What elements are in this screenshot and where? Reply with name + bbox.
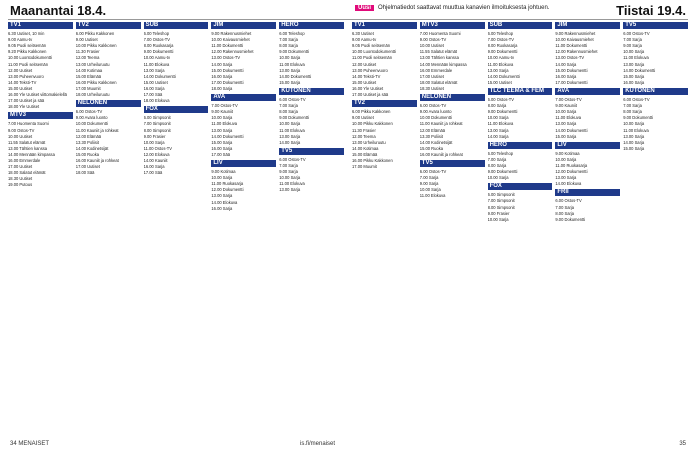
program-entry: 18.30 Uutiset bbox=[8, 176, 33, 182]
program-entry: 7.00 Ostos-TV bbox=[143, 37, 170, 43]
channel-header: TV5 bbox=[420, 160, 485, 167]
program-entry: 16.00 Kauniit ja rohkeat bbox=[419, 151, 463, 157]
program-entry: 13.00 Sarja bbox=[487, 67, 509, 73]
program-entry: 7.00 Sarja bbox=[279, 37, 298, 43]
program-entry: 7.00 Sarja bbox=[279, 162, 298, 168]
program-entry: 6.00 Ostos-TV bbox=[279, 156, 306, 162]
program-entry: 16.00 Emmerdale bbox=[419, 67, 453, 73]
program-entry: 13.00 Puheenvuoro bbox=[352, 67, 388, 73]
program-entry: 16.00 Sarja bbox=[143, 85, 165, 91]
channel-header: HERO bbox=[279, 22, 344, 29]
program-entry: 11.00 Ruokasarja bbox=[211, 181, 244, 187]
program-entry: 8.00 Ruokasarja bbox=[143, 43, 174, 49]
channel-header: LIV bbox=[211, 160, 276, 167]
program-entry: 7.00 Ostos-TV bbox=[555, 97, 582, 103]
program-entry: 12.00 Rakennusmiehet bbox=[211, 49, 254, 55]
header-notice bbox=[355, 5, 549, 11]
listing-column bbox=[8, 22, 73, 432]
program-entry: 10.00 Uutiset bbox=[8, 133, 33, 139]
channel-header: MTV3 bbox=[420, 22, 485, 29]
program-entry: 6.30 Uutiset, 10 min bbox=[8, 31, 45, 37]
program-entry: 10.00 Sarja bbox=[279, 55, 301, 61]
program-entry: 14.00 Kotimaa bbox=[352, 145, 379, 151]
program-entry: 9.00 Uutiset bbox=[352, 115, 374, 121]
program-entry: 10.00 Sarja bbox=[419, 187, 441, 193]
program-entry: 15.00 Uutiset bbox=[143, 79, 168, 85]
program-entry: 13.00 Ostos-TV bbox=[555, 55, 585, 61]
program-entry: 9.00 Kauniit bbox=[211, 109, 234, 115]
listing-column bbox=[623, 22, 688, 432]
program-entry: 8.00 Sarja bbox=[279, 109, 298, 115]
program-entry: 6.00 Teleshop bbox=[487, 31, 514, 37]
program-entry: 9.00 Dokumentti bbox=[143, 49, 174, 55]
channel-header: HERO bbox=[488, 142, 553, 149]
program-entry: 9.00 Dokumentti bbox=[555, 216, 586, 222]
program-entry: 11.00 Elokuva bbox=[143, 61, 170, 67]
program-entry: 8.00 Sarja bbox=[555, 210, 575, 216]
program-entry: 14.00 Dokumentti bbox=[623, 67, 656, 73]
program-entry: 17.00 Uutiset bbox=[8, 164, 33, 170]
program-entry: 6.00 Ostos-TV bbox=[555, 198, 582, 204]
program-entry: 12.00 Teema bbox=[75, 55, 100, 61]
program-entry: 7.00 Huomenta Suomi bbox=[419, 31, 461, 37]
program-entry: 16.00 Emmerdale bbox=[8, 157, 41, 163]
program-entry: 13.00 Sarja bbox=[211, 193, 233, 199]
program-entry: 9.05 Puoli seitsemän bbox=[352, 43, 391, 49]
program-entry: 6.00 Ostos-TV bbox=[623, 31, 650, 37]
channel-header: TV5 bbox=[279, 148, 344, 155]
channel-header: KUTONEN bbox=[623, 88, 688, 95]
channel-header: JIM bbox=[555, 22, 620, 29]
program-entry: 15.00 Sarja bbox=[211, 139, 233, 145]
page-title-right: Tiistai 19.4. bbox=[616, 3, 686, 18]
program-entry: 15.00 Uutiset bbox=[487, 79, 512, 85]
program-entry: 9.00 Dokumentti bbox=[279, 115, 309, 121]
program-entry: 14.00 Mennään kimpassa bbox=[8, 151, 55, 157]
program-entry: 11.00 Elokuva bbox=[211, 121, 238, 127]
program-entry: 6.00 Teleshop bbox=[143, 31, 170, 37]
program-entry: 15.00 Elämää bbox=[352, 151, 378, 157]
channel-header: NELONEN bbox=[76, 100, 141, 107]
program-entry: 16.00 Sarja bbox=[555, 73, 577, 79]
program-entry: 16.00 Sarja bbox=[211, 205, 233, 211]
program-entry: 6.00 Ostos-TV bbox=[75, 109, 103, 115]
program-entry: 11.00 Elokuva bbox=[419, 193, 446, 199]
program-entry: 10.00 Pikku Kakkonen bbox=[352, 121, 393, 127]
channel-header: TV2 bbox=[352, 100, 417, 107]
program-entry: 10.00 Kaivausmiehet bbox=[555, 37, 594, 43]
program-entry: 17.00 Muumit bbox=[352, 164, 377, 170]
program-entry: 16.00 Sarja bbox=[143, 164, 165, 170]
program-entry: 15.00 Dokumentti bbox=[211, 67, 244, 73]
program-entry: 11.00 Elokuva bbox=[279, 61, 305, 67]
listing-column bbox=[420, 22, 485, 432]
program-entry: 10.00 Sarja bbox=[487, 115, 509, 121]
program-entry: 10.00 Aamu-tv bbox=[143, 55, 170, 61]
program-entry: 14.00 Mennään kimpassa bbox=[419, 61, 467, 67]
program-entry: 7.00 Simpsonit bbox=[487, 198, 515, 204]
program-entry: 16.00 Pikku Kakkonen bbox=[352, 157, 393, 163]
program-entry: 13.00 Puheenvuoro bbox=[8, 73, 44, 79]
program-entry: 10.00 Luontodokumentti bbox=[8, 55, 52, 61]
program-entry: 18.30 Uutiset bbox=[419, 85, 444, 91]
program-entry: 19.00 Putous bbox=[8, 182, 33, 188]
program-entry: 7.00 Sarja bbox=[623, 103, 642, 109]
channel-header: NELONEN bbox=[420, 94, 485, 101]
program-entry: 18.00 Elokuva bbox=[143, 98, 170, 104]
program-entry: 11.00 Kauniit ja rohkeat bbox=[419, 121, 463, 127]
program-entry: 11.55 Salatut elämät bbox=[8, 139, 46, 145]
program-entry: 12.00 Uutiset bbox=[8, 67, 33, 73]
program-entry: 11.00 Puoli seitsemän bbox=[352, 55, 392, 61]
program-entry: 13.00 Tähtien kanssa bbox=[8, 145, 48, 151]
channel-header: FRII bbox=[555, 189, 620, 196]
channel-header: TV1 bbox=[8, 22, 73, 29]
channel-header: JIM bbox=[211, 22, 276, 29]
program-entry: 13.00 Sarja bbox=[279, 187, 301, 193]
program-entry: 10.00 Dokumentti bbox=[75, 121, 108, 127]
program-entry: 10.00 Sarja bbox=[555, 109, 577, 115]
program-entry: 16.00 Yle Uutiset bbox=[352, 85, 384, 91]
program-entry: 14.00 Sarja bbox=[279, 139, 301, 145]
program-entry: 14.00 Sarja bbox=[623, 139, 645, 145]
program-entry: 13.00 Sarja bbox=[555, 175, 577, 181]
channel-header: FOX bbox=[488, 183, 553, 190]
program-entry: 16.00 Sarja bbox=[211, 145, 233, 151]
program-entry: 15.00 Sarja bbox=[623, 73, 645, 79]
program-entry: 9.00 Kotimaa bbox=[555, 150, 580, 156]
program-entry: 17.00 Uutiset ja sää bbox=[8, 98, 45, 104]
channel-header: TV5 bbox=[623, 22, 688, 29]
program-entry: 7.00 Ostos-TV bbox=[211, 103, 238, 109]
program-entry: 11.30 Frasier bbox=[75, 49, 100, 55]
program-entry: 6.00 Simpsonit bbox=[143, 115, 171, 121]
program-entry: 7.00 Huomenta Suomi bbox=[8, 121, 49, 127]
program-entry: 9.00 Kotimaa bbox=[211, 169, 236, 175]
program-entry: 9.00 Frasier bbox=[143, 133, 166, 139]
program-entry: 11.00 Ruokasarja bbox=[555, 162, 588, 168]
program-entry: 6.00 Simpsonit bbox=[487, 192, 515, 198]
program-entry: 9.00 Rakennusmiehet bbox=[555, 31, 596, 37]
program-entry: 13.00 Sarja bbox=[279, 67, 301, 73]
program-entry: 11.00 Elokuva bbox=[279, 127, 305, 133]
channel-header: LIV bbox=[555, 142, 620, 149]
program-entry: 15.00 Elämää bbox=[75, 73, 102, 79]
program-entry: 11.30 Frasier bbox=[352, 127, 376, 133]
program-entry: 6.00 Ostos-TV bbox=[279, 97, 306, 103]
program-entry: 8.00 Sarja bbox=[487, 162, 507, 168]
program-entry: 10.00 Sarja bbox=[211, 175, 233, 181]
program-entry: 14.00 Kodinetsijät bbox=[75, 145, 109, 151]
program-entry: 7.00 Sarja bbox=[487, 156, 507, 162]
channel-header: MTV3 bbox=[8, 112, 73, 119]
program-entry: 6.00 Pikku Kakkonen bbox=[352, 109, 391, 115]
program-entry: 18.00 Salatut elämät bbox=[419, 79, 458, 85]
program-entry: 14.00 Sarja bbox=[487, 133, 509, 139]
program-entry: 14.00 Dokumentti bbox=[279, 73, 312, 79]
program-entry: 11.55 Salatut elämät bbox=[419, 49, 458, 55]
program-entry: 6.00 Teleshop bbox=[487, 150, 514, 156]
program-entry: 17.00 Sää bbox=[143, 170, 163, 176]
channel-header: TV1 bbox=[352, 22, 417, 29]
page-title-left: Maanantai 18.4. bbox=[10, 3, 107, 18]
program-entry: 10.00 Pikku Kakkonen bbox=[75, 43, 117, 49]
program-entry: 17.00 Sää bbox=[143, 92, 163, 98]
program-entry: 10.00 Luontodokumentti bbox=[352, 49, 396, 55]
program-entry: 14.00 Elokuva bbox=[211, 199, 238, 205]
channel-header: TV2 bbox=[76, 22, 141, 29]
program-entry: 9.00 Aamu-tv bbox=[352, 37, 377, 43]
program-entry: 16.00 Kauniit ja rohkeat bbox=[75, 157, 119, 163]
program-entry: 9.00 Sarja bbox=[419, 181, 439, 187]
header-divider bbox=[8, 19, 688, 20]
program-entry: 12.00 Rakennusmiehet bbox=[555, 49, 598, 55]
program-entry: 15.00 Uutiset bbox=[352, 79, 377, 85]
listing-column bbox=[76, 22, 141, 432]
listing-column bbox=[144, 22, 209, 432]
program-entry: 7.00 Simpsonit bbox=[143, 121, 171, 127]
program-entry: 9.20 Pikku Kakkonen bbox=[8, 49, 47, 55]
program-entry: 14.00 Kodinetsijät bbox=[419, 139, 453, 145]
program-entry: 11.00 Ostos-TV bbox=[143, 145, 172, 151]
listing-column bbox=[352, 22, 417, 432]
program-entry: 13.00 Sarja bbox=[623, 61, 645, 67]
program-entry: 12.00 Teema bbox=[352, 133, 376, 139]
program-entry: 16.00 Yle Uutiset viittomakielellä bbox=[8, 92, 67, 98]
program-entry: 7.00 Sarja bbox=[623, 37, 642, 43]
program-entry: 15.00 Uutiset bbox=[8, 85, 33, 91]
listing-column bbox=[488, 22, 553, 432]
program-entry: 9.00 Rakennusmiehet bbox=[211, 31, 252, 37]
program-entry: 9.00 Uutiset bbox=[75, 37, 98, 43]
program-entry: 8.00 Sarja bbox=[623, 109, 642, 115]
program-entry: 9.00 Dokumentti bbox=[623, 115, 653, 121]
program-entry: 9.00 Ostos-TV bbox=[419, 37, 447, 43]
program-entry: 14.00 Sarja bbox=[555, 61, 577, 67]
program-entry: 9.00 Ostos-TV bbox=[8, 127, 35, 133]
program-entry: 11.00 Elokuva bbox=[279, 181, 305, 187]
program-entry: 15.00 Ruoka bbox=[419, 145, 444, 151]
program-entry: 8.00 Sarja bbox=[487, 103, 507, 109]
program-entry: 13.30 Poliisit bbox=[75, 139, 100, 145]
program-entry: 13.00 Urheiluruutu bbox=[75, 61, 110, 67]
program-entry: 6.30 Uutiset bbox=[352, 31, 374, 37]
program-entry: 14.00 Kotimaa bbox=[75, 67, 103, 73]
program-entry: 12.00 Uutiset bbox=[352, 61, 377, 67]
program-entry: 10.00 Sarja bbox=[211, 115, 233, 121]
program-entry: 14.00 Dokumentti bbox=[143, 73, 176, 79]
program-entry: 11.00 Elokuva bbox=[555, 115, 582, 121]
program-entry: 15.00 Sarja bbox=[555, 133, 577, 139]
program-entry: 17.00 Dokumentti bbox=[211, 79, 244, 85]
program-entry: 15.00 Sarja bbox=[279, 79, 301, 85]
program-entry: 11.00 Elokuva bbox=[487, 121, 514, 127]
program-entry: 11.00 Elokuva bbox=[487, 61, 514, 67]
program-entry: 10.00 Sarja bbox=[555, 156, 577, 162]
program-entry: 6.00 Pikku Kakkonen bbox=[75, 31, 115, 37]
program-entry: 17.00 Sää bbox=[211, 151, 231, 157]
program-entry: 17.00 Dokumentti bbox=[555, 79, 588, 85]
program-entry: 18.00 Yle Uutiset bbox=[8, 104, 40, 110]
channel-header: SUB bbox=[144, 22, 209, 29]
program-entry: 13.00 Sarja bbox=[623, 133, 645, 139]
program-entry: 17.00 Uutiset bbox=[75, 164, 100, 170]
program-entry: 13.00 Sarja bbox=[143, 67, 165, 73]
program-entry: 14.00 Dokumentti bbox=[555, 127, 588, 133]
program-entry: 6.00 Ostos-TV bbox=[419, 103, 447, 109]
channel-header: AVA bbox=[555, 88, 620, 95]
program-entry: 18.00 Sää bbox=[75, 170, 95, 176]
program-entry: 9.00 Sarja bbox=[279, 169, 298, 175]
program-entry: 7.00 Sarja bbox=[279, 103, 298, 109]
program-entry: 10.00 Sarja bbox=[623, 49, 645, 55]
program-entry: 9.00 Sarja bbox=[623, 43, 642, 49]
program-entry: 12.00 Dokumentti bbox=[555, 169, 588, 175]
program-entry: 10.00 Dokumentti bbox=[419, 115, 452, 121]
program-entry: 10.00 Sarja bbox=[623, 121, 645, 127]
program-entry: 6.00 Teleshop bbox=[279, 31, 305, 37]
program-entry: 11.00 Kauniit ja rohkeat bbox=[75, 127, 119, 133]
program-entry: 11.00 Elokuva bbox=[623, 127, 649, 133]
program-entry: 9.00 Dokumentti bbox=[487, 109, 518, 115]
program-entry: 14.00 Teksti-TV bbox=[352, 73, 381, 79]
program-entry: 18.00 Sarja bbox=[211, 85, 233, 91]
program-entry: 8.00 Ruokasarja bbox=[487, 43, 518, 49]
channel-header: KUTONEN bbox=[279, 88, 344, 95]
program-entry: 10.00 Aamu-tv bbox=[487, 55, 514, 61]
new-badge: Uusi bbox=[355, 5, 374, 11]
program-entry: 10.00 Sarja bbox=[487, 175, 509, 181]
program-entry: 9.00 Aamu-tv bbox=[8, 37, 33, 43]
program-entry: 11.00 Elokuva bbox=[623, 55, 649, 61]
program-entry: 10.00 Sarja bbox=[279, 121, 301, 127]
program-entry: 13.00 Sarja bbox=[555, 121, 577, 127]
program-entry: 7.00 Ostos-TV bbox=[487, 37, 514, 43]
program-entry: 17.00 Uutiset bbox=[419, 73, 444, 79]
footer-left: 34 MENAISET bbox=[10, 441, 50, 447]
program-entry: 9.05 Puoli seitsemän bbox=[8, 43, 47, 49]
program-entry: 13.00 Tähtien kanssa bbox=[419, 55, 459, 61]
program-entry: 14.00 Teksti-TV bbox=[8, 79, 37, 85]
program-entry: 12.00 Elämää bbox=[75, 133, 102, 139]
program-entry: 7.00 Sarja bbox=[555, 204, 575, 210]
program-entry: 13.00 Urheiluruutu bbox=[352, 139, 386, 145]
listing-column bbox=[211, 22, 276, 432]
program-entry: 10.00 Uutiset bbox=[419, 43, 444, 49]
listing-column bbox=[279, 22, 344, 432]
channel-header: SUB bbox=[488, 22, 553, 29]
program-entry: 10.00 Kaivausmiehet bbox=[211, 37, 250, 43]
program-entry: 17.00 Muumit bbox=[75, 85, 101, 91]
program-entry: 12.00 Dokumentti bbox=[211, 187, 244, 193]
program-entry: 14.00 Dokumentti bbox=[211, 133, 244, 139]
program-entry: 9.00 Dokumentti bbox=[487, 49, 518, 55]
program-entry: 9.00 Kauniit bbox=[555, 103, 578, 109]
left-page bbox=[8, 22, 344, 432]
program-entry: 6.00 Ostos-TV bbox=[419, 169, 447, 175]
program-entry: 14.00 Kauniit bbox=[143, 157, 168, 163]
notice-text: Ohjelmatiedot saattavat muuttua kanavien ilmoituksesta johtuen. bbox=[378, 5, 550, 11]
channel-header: AVA bbox=[211, 94, 276, 101]
channel-header: TLC TEEMA & FEM bbox=[488, 88, 553, 95]
program-entry: 18.00 Salatut elämät bbox=[8, 170, 46, 176]
channel-header: FOX bbox=[144, 106, 209, 113]
program-entry: 18.00 Urheiluruutu bbox=[75, 92, 110, 98]
program-entry: 10.00 Sarja bbox=[487, 216, 509, 222]
program-entry: 12.00 Elämää bbox=[419, 127, 446, 133]
program-entry: 8.00 Simpsonit bbox=[487, 204, 515, 210]
program-entry: 6.00 Ostos-TV bbox=[487, 97, 514, 103]
program-entry: 13.00 Sarja bbox=[487, 127, 509, 133]
program-entry: 10.00 Sarja bbox=[143, 139, 165, 145]
right-page bbox=[352, 22, 688, 432]
program-entry: 16.00 Sarja bbox=[623, 79, 645, 85]
footer-right: 35 bbox=[679, 441, 686, 447]
program-entry: 12.00 Elokuva bbox=[143, 151, 170, 157]
footer-center: is.fi/menaiset bbox=[300, 441, 336, 447]
program-entry: 9.00 Dokumentti bbox=[279, 49, 309, 55]
program-entry: 13.00 Sarja bbox=[279, 133, 301, 139]
program-entry: 17.00 Uutiset ja sää bbox=[352, 92, 389, 98]
program-entry: 11.00 Dokumentti bbox=[211, 43, 244, 49]
program-entry: 8.00 Simpsonit bbox=[143, 127, 171, 133]
listing-column bbox=[555, 22, 620, 432]
program-entry: 9.00 Dokumentti bbox=[487, 169, 518, 175]
program-entry: 9.00 Frasier bbox=[487, 210, 510, 216]
program-entry: 13.00 Sarja bbox=[211, 127, 233, 133]
program-entry: 11.00 Puoli seitsemän bbox=[8, 61, 48, 67]
program-entry: 15.00 Ruoka bbox=[75, 151, 100, 157]
program-entry: 6.00 Ostos-TV bbox=[623, 97, 650, 103]
program-entry: 11.00 Dokumentti bbox=[555, 43, 588, 49]
tv-listings bbox=[8, 22, 688, 432]
program-entry: 8.00 Sarja bbox=[279, 43, 298, 49]
program-entry: 10.00 Sarja bbox=[279, 175, 301, 181]
program-entry: 15.00 Sarja bbox=[623, 145, 645, 151]
program-entry: 7.00 Sarja bbox=[419, 175, 439, 181]
program-entry: 16.00 Pikku Kakkonen bbox=[75, 79, 117, 85]
program-entry: 13.00 Ostos-TV bbox=[211, 55, 241, 61]
program-entry: 14.00 Sarja bbox=[211, 61, 233, 67]
program-entry: 14.00 Dokumentti bbox=[487, 73, 520, 79]
program-entry: 13.30 Poliisit bbox=[419, 133, 444, 139]
program-entry: 15.00 Dokumentti bbox=[555, 67, 588, 73]
program-entry: 14.00 Elokuva bbox=[555, 181, 582, 187]
program-entry: 16.00 Sarja bbox=[211, 73, 233, 79]
program-entry: 9.00 Avara luonto bbox=[419, 109, 452, 115]
program-entry: 9.00 Avara luonto bbox=[75, 115, 108, 121]
